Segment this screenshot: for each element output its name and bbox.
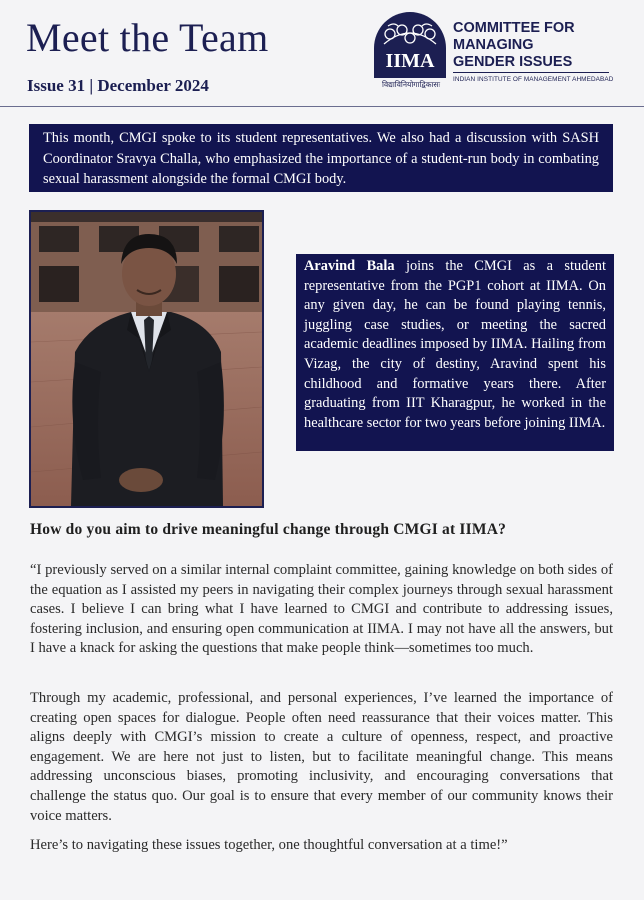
portrait-illustration — [31, 212, 262, 506]
answer-paragraph: Through my academic, professional, and personal experiences, I’ve learned the importance of creating open spaces for dialogue. People often need reassurance that their voices matter. This aligns deeply with CMGI’s mission to create a culture of openness, respect, and proactive engagement. We are here not just to listen, but to facilitate meaningful change. This means addressing unconscious biases, promoting inclusivity, and encouraging conversations that challenge the status quo. Our goal is to ensure that every member of our community knows their voice matters. — [30, 690, 613, 824]
committee-name-line2: MANAGING — [453, 37, 534, 53]
interview-question: How do you aim to drive meaningful change through CMGI at IIMA? — [30, 521, 507, 538]
issue-info: Issue 31 | December 2024 — [27, 76, 209, 95]
iima-motto: विद्याविनियोगाद्विकासः — [382, 80, 440, 89]
answer-paragraph: “I previously served on a similar internal complaint committee, gaining knowledge on both sides of the equation as I assisted my peers in navigating their complex journeys through sexual harassment cases. I believe I can bring what I have learned to CMGI and contribute to addressing issues, fostering inclusion, and ensuring open communication at IIMA. I may not have all the answers, but I have a knack for asking the questions that make people think—sometimes too much. — [30, 562, 613, 657]
institute-name: INDIAN INSTITUTE OF MANAGEMENT AHMEDABAD — [453, 76, 614, 83]
intro-box: This month, CMGI spoke to its student representatives. We also had a discussion with SASH Coordinator Sravya Challa, who emphasized the importance of a student-run body in combating sexual harassment alongside the formal CMGI body. — [29, 124, 613, 192]
member-bio — [296, 254, 614, 451]
committee-divider — [453, 72, 609, 73]
iima-logo-mark — [374, 12, 446, 78]
member-photo — [29, 210, 264, 508]
committee-name — [453, 20, 633, 71]
committee-name-line1: COMMITTEE FOR — [453, 20, 575, 36]
member-name: Aravind Bala — [304, 258, 395, 274]
iima-logo — [374, 12, 448, 94]
answer-paragraph: Here’s to navigating these issues together, one thoughtful conversation at a time!” — [30, 837, 508, 853]
header-divider — [0, 106, 644, 107]
member-bio-text: joins the CMGI as a student representative from the PGP1 cohort at IIMA. On any given day, he can be found playing tennis, juggling case studies, or meeting the sacred academic deadlines imposed by IIMA. Hailing from Vizag, the city of destiny, Aravind spent his childhood and formative years there. After graduating from IIT Kharagpur, he worked in the healthcare sector for two years before joining IIMA. — [304, 258, 606, 431]
jali-ornament-icon — [380, 20, 440, 48]
committee-name-line3: GENDER ISSUES — [453, 54, 573, 70]
iima-logo-text: IIMA — [385, 50, 435, 72]
page-title: Meet the Team — [26, 15, 269, 60]
